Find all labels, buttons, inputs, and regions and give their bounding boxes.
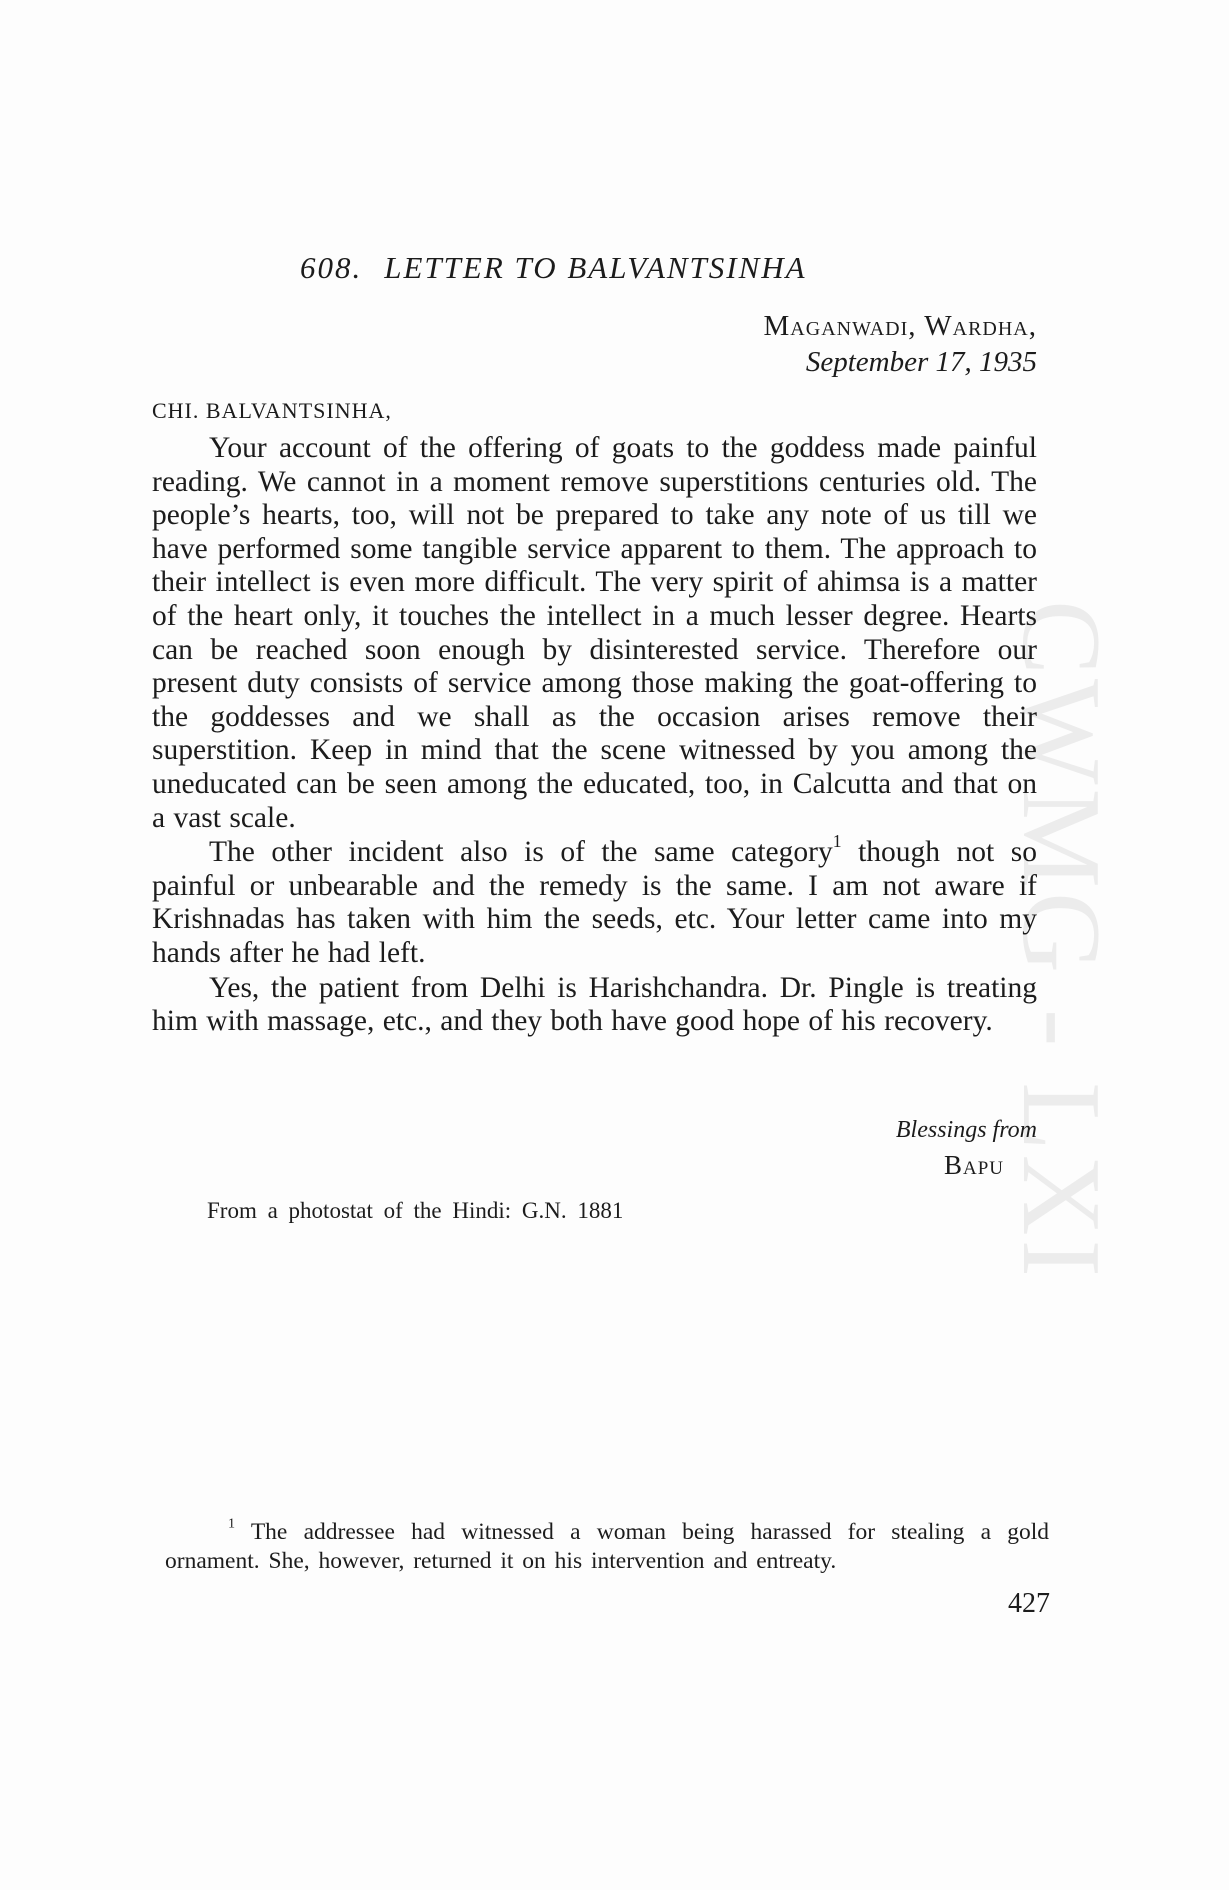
paragraph-2-text-after: though not so painful or unbearable and the remedy is the same. I am not aware if Krishnadas has taken with him the seeds, etc. Your letter came into my hands after he had left.	[152, 836, 1038, 969]
paragraph-2	[152, 830, 1038, 970]
letter-date: September 17, 1935	[805, 346, 1037, 378]
page-number: 427	[1008, 1588, 1050, 1619]
paragraph-3: Yes, the patient from Delhi is Harishchandra. Dr. Pingle is treating him with massage, etc., and they both have good hope of his recovery.	[152, 971, 1037, 1038]
letter-heading	[300, 250, 1000, 286]
closing-blessings: Blessings from	[895, 1117, 1037, 1143]
footnote-marker: 1	[228, 1515, 236, 1532]
paragraph-2-text-before: The other incident also is of the same category	[209, 836, 833, 869]
signature: Bapu	[943, 1150, 1004, 1180]
footnote-text: The addressee had witnessed a woman being harassed for stealing a gold ornament. She, however, returned it on his intervention and entreaty.	[165, 1519, 1049, 1574]
footnote-ref: 1	[832, 830, 842, 851]
source-note: From a photostat of the Hindi: G.N. 1881	[207, 1198, 624, 1223]
letter-place: Maganwadi, Wardha,	[763, 310, 1037, 342]
paragraph-1: Your account of the offering of goats to the goddess made painful reading. We cannot in a moment remove superstitions centuries old. The people’s hearts, too, will not be prepared to take any note of us till we have performed some tangible service apparent to them. The approach to their intellect is even more difficult. The very spirit of ahimsa is a matter of the heart only, it touches the intellect in a much lesser degree. Hearts can be reached soon enough by disinterested service. Therefore our present duty consists of service among those making the goat-offering to the goddesses and we shall as the occasion arises remove their superstition. Keep in mind that the scene witnessed by you among the uneducated can be seen among the educated, too, in Calcutta and that on a vast scale.	[152, 432, 1037, 834]
letter-title: LETTER TO BALVANTSINHA	[384, 250, 807, 285]
letter-body	[152, 432, 1037, 1039]
watermark-text: CWMG - LXI	[998, 599, 1123, 1281]
salutation: CHI. BALVANTSINHA,	[152, 398, 392, 423]
letter-number: 608.	[300, 250, 363, 285]
footnote	[165, 1515, 1049, 1576]
